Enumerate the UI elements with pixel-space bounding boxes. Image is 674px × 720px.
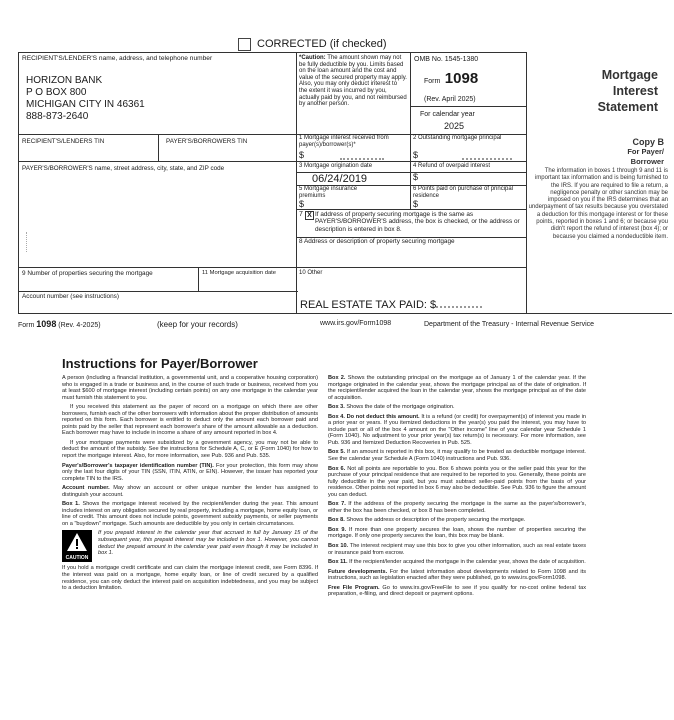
instr-other-borrowers: If you received this statement as the payer of record on a mortgage on which there are other borrowers, furnish each of the other borrowers with information about the proper distribution of amounts reported on this form. Each borrower is entitled to deduct only the amount each borrower paid and points paid by the seller that represent each borrower's share of the amount allowable as a deduction. Each borrower may have to include in income a share of any amount reported in box 4. <box>62 404 318 437</box>
corrected-checkbox[interactable] <box>238 38 251 51</box>
lender-label: RECIPIENT'S/LENDER'S name, address, and telephone number <box>22 55 213 62</box>
caution-note: *Caution: The amount shown may not be fully deductible by you. Limits based on the loan amount and the cost and value of the secured property may apply. Also, you may only deduct interest to the extent it was incurred by you, actually paid by you, and not reimbursed by another person. <box>299 55 407 108</box>
footer-url[interactable]: www.irs.gov/Form1098 <box>320 320 392 327</box>
omb-number: OMB No. 1545-1380 <box>414 56 479 63</box>
payer-name-label: PAYER'S/BORROWER'S name, street address, city, state, and ZIP code <box>22 165 225 172</box>
box1-label: 1 Mortgage interest received from payer(s)/borrower(s)* <box>299 135 389 148</box>
box8-label: 8 Address or description of property securing mortgage <box>299 238 455 245</box>
payer-name-redacted <box>26 232 30 252</box>
instr-box11: Box 11. If the recipient/lender acquired the mortgage in the calendar year, shows the date of acquisition. <box>328 559 586 566</box>
instr-box6: Box 6. Not all points are reportable to you. Box 6 shows points you or the seller paid this year for the purchase of your principal residence that are required to be reported to you. Generally, these points are fully deductible in the year paid, but you must subtract seller-paid points from the basis of your residence. Other points not reported in box 6 may also be deductible. See Pub. 936 to figure the amount you can deduct. <box>328 465 586 498</box>
box6-label: 6 Points paid on purchase of principal residence <box>413 186 514 199</box>
copy-b-label: Copy B For Payer/ Borrower <box>627 137 664 166</box>
box4-dollar: $ <box>413 172 419 182</box>
lender-address-1: P O BOX 800 <box>26 87 87 98</box>
recipient-tin-label: RECIPIENT'S/LENDERS TIN <box>22 138 105 145</box>
box1-dollar: $ <box>299 150 305 160</box>
box7-number: 7 <box>299 211 303 218</box>
box10-value: REAL ESTATE TAX PAID: $ <box>300 299 482 311</box>
instr-box1: Box 1. Shows the mortgage interest received by the recipient/lender during the year. This amount includes interest on any obligation secured by real property, including a mortgage, home equity loan, or line of credit. This amount does not include points, government subsidy payments, or seller payments on a "buydown" mortgage. Such amounts are deductible by you only in certain circumstances. <box>62 501 318 527</box>
form-title: Mortgage Interest Statement <box>597 68 658 114</box>
instr-box8: Box 8. Shows the address or description of the property securing the mortgage. <box>328 517 526 524</box>
account-number-label: Account number (see instructions) <box>22 293 119 300</box>
box7-checkbox[interactable]: X <box>305 211 314 220</box>
payer-tin-label: PAYER'S/BORROWERS TIN <box>166 138 248 145</box>
instructions-left-column <box>62 375 318 595</box>
caution-block: CAUTION If you prepaid interest in the calendar year that accrued in full by January 15 of the subsequent year, this prepaid interest may be included in box 1. However, you cannot deduct the prepaid amount in the calendar year paid even though it may be included in box 1. <box>62 530 318 562</box>
instr-box2: Box 2. Shows the outstanding principal on the mortgage as of January 1 of the calendar year. If the mortgage originated in the calendar year, shows the mortgage principal as of the date of origination. If the recipient/lender acquired the loan in the calendar year, shows the mortgage principal as of the date of acquisition. <box>328 375 587 401</box>
instr-future: Future developments. For the latest information about developments related to Form 1098 and its instructions, such as legislation enacted after they were published, go to www.irs.gov/Form1098. <box>328 568 586 582</box>
revision: (Rev. April 2025) <box>424 96 476 103</box>
calendar-year: 2025 <box>444 121 465 131</box>
box9-label: 9 Number of properties securing the mortgage <box>22 270 153 277</box>
instr-subsidy: If your mortgage payments were subsidized by a government agency, you may not be able to deduct the amount of the subsidy. See the instructions for Schedule A, C, or E (Form 1040) for how to report the mortgage interest. Also, for more information, see Pub. 936 and Pub. 535. <box>62 439 318 460</box>
box6-dollar: $ <box>413 199 419 209</box>
footer-keep: (keep for your records) <box>157 320 238 329</box>
caution-icon: CAUTION <box>62 530 92 562</box>
lender-name: HORIZON BANK <box>26 75 103 86</box>
instr-account: Account number. May show an account or other unique number the lender has assigned to distinguish your account. <box>62 485 318 498</box>
instr-box10: Box 10. The interest recipient may use this box to give you other information, such as real estate taxes or insurance paid from escrow. <box>328 543 586 556</box>
instructions-right-column <box>328 375 586 601</box>
box1-value-redacted <box>340 154 384 160</box>
box11-label: 11 Mortgage acquisition date <box>202 270 277 276</box>
instr-tin: Payer's/Borrower's taxpayer identification number (TIN). For your protection, this form may show only the last four digits of your TIN (SSN, ITIN, ATIN, or EIN). However, the issuer has reported your complete TIN to the IRS. <box>62 462 318 482</box>
instr-box5: Box 5. If an amount is reported in this box, it may qualify to be treated as deductible mortgage interest. See the calendar year Schedule A (Form 1040) instructions and Pub. 936. <box>328 449 586 463</box>
instructions-heading: Instructions for Payer/Borrower <box>62 356 258 371</box>
box10-label: 10 Other <box>299 270 323 276</box>
instr-credit: If you hold a mortgage credit certificate and can claim the mortgage interest credit, see Form 8396. If the interest was paid on a mortgage, home equity loan, or line of credit secured by a qualified residence, you can only deduct the interest paid on acquisition indebtedness, and you may be subject to a deduction limitation. <box>62 565 318 592</box>
box2-dollar: $ <box>413 150 419 160</box>
instr-intro: A person (including a financial institution, a governmental unit, and a cooperative housing corporation) who is engaged in a trade or business and, in the course of such trade or business, received from you at least $600 of mortgage interest (including certain points) on any one mortgage in the calendar year must furnish this statement to you. <box>62 375 318 401</box>
lender-phone: 888-873-2640 <box>26 111 89 122</box>
box2-label: 2 Outstanding mortgage principal <box>413 135 502 141</box>
box5-label: 5 Mortgage insurance premiums <box>299 186 358 199</box>
side-note: The information in boxes 1 through 9 and 11 is important tax information and is being furnished to the IRS. If you are required to file a return, a negligence penalty or other sanction may be imposed on you if the IRS determines that an underpayment of tax results because you overstated a deduction for this mortgage interest or for these points, reported in boxes 1 and 6; or because you didn't report the refund of interest (box 4); or because you claimed a nondeductible item. <box>528 168 668 240</box>
instr-box9: Box 9. If more than one property secures the loan, shows the number of properties securing the mortgage. If only one property secures the loan, this box may be blank. <box>328 526 586 540</box>
corrected-label: CORRECTED (if checked) <box>257 38 387 50</box>
box3-label: 3 Mortgage origination date <box>299 163 373 169</box>
footer-form: Form 1098 (Rev. 4-2025) <box>18 319 101 329</box>
instr-box7: Box 7. If the address of the property securing the mortgage is the same as the payer's/borrower's, either the box has been checked, or box 8 has been completed. <box>328 501 586 514</box>
instr-box3: Box 3. Shows the date of the mortgage origination. <box>328 404 455 411</box>
instr-box4: Box 4. Do not deduct this amount. It is a refund (or credit) for overpayment(s) of interest you made in a prior year or years. If you itemized deductions in the year(s) you paid the interest, you may have to include part or all of the box 4 amount on the "Other income" line of your calendar year Schedule 1 (Form 1040). No adjustment to your prior year(s) tax return(s) is necessary. For more information, see Pub. 936 and Itemized Deduction Recoveries in Pub. 525. <box>328 413 586 446</box>
footer-department: Department of the Treasury - Internal Revenue Service <box>424 321 595 328</box>
calendar-year-label: For calendar year <box>420 111 475 118</box>
box4-label: 4 Refund of overpaid interest <box>413 163 491 169</box>
form-label: Form 1098 <box>424 70 479 87</box>
box3-value: 06/24/2019 <box>312 173 368 185</box>
box5-dollar: $ <box>299 199 305 209</box>
box7-text: If address of property securing mortgage is the same as PAYER'S/BORROWER'S address, the box is checked, or the address or description is entered in box 8. <box>315 211 520 233</box>
instr-freefile: Free File Program. Go to www.irs.gov/FreeFile to see if you qualify for no-cost online federal tax preparation, e-filing, and direct deposit or payment options. <box>328 584 586 598</box>
lender-address-2: MICHIGAN CITY IN 46361 <box>26 99 145 110</box>
box2-value-redacted <box>462 154 512 160</box>
